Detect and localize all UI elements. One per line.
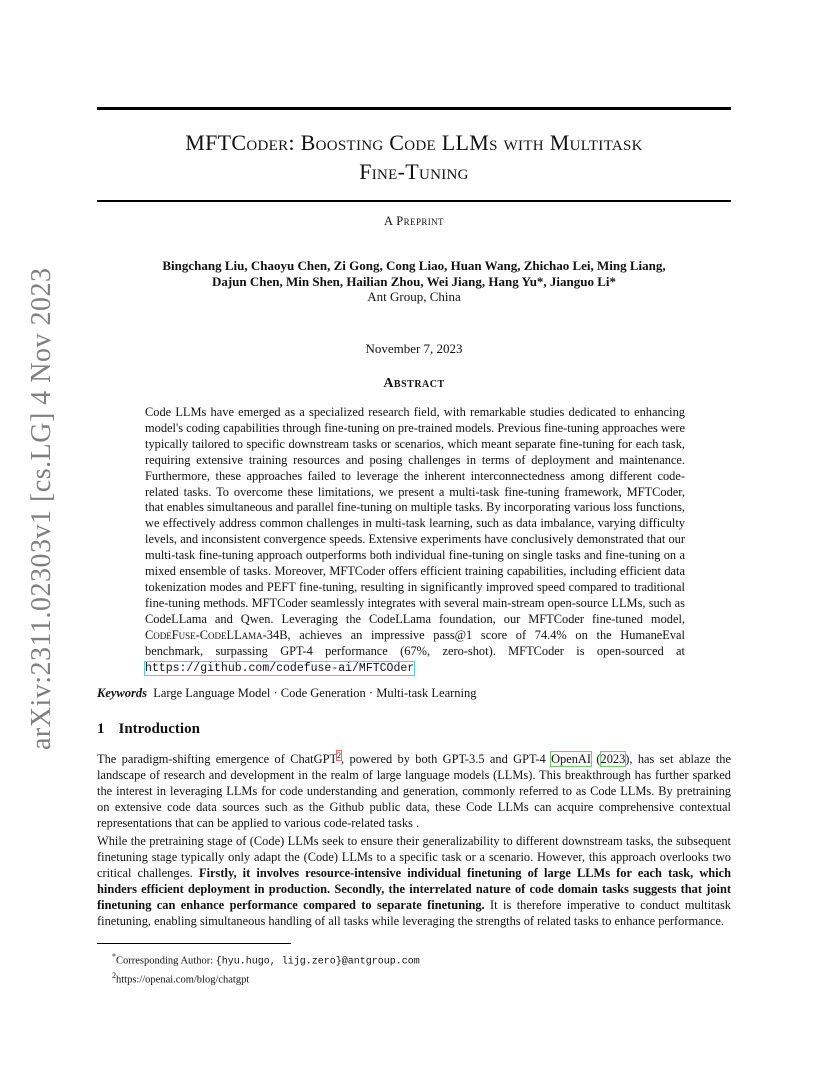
- section-title: Introduction: [118, 721, 200, 737]
- footnote-2-url[interactable]: https://openai.com/blog/chatgpt: [116, 974, 250, 985]
- abstract-heading: Abstract: [383, 376, 445, 391]
- section-number: 1: [97, 721, 105, 737]
- affiliation: Ant Group, China: [367, 289, 461, 304]
- author-line-2: Dajun Chen, Min Shen, Hailian Zhou, Wei Jiang, Hang Yu*, Jianguo Li*: [211, 273, 617, 289]
- footnote-link[interactable]: 2: [337, 750, 342, 760]
- author-block: [97, 258, 731, 305]
- author-line-1: Bingchang Liu, Chaoyu Chen, Zi Gong, Cong Liao, Huan Wang, Zhichao Lei, Ming Liang,: [162, 258, 666, 273]
- intro-paragraph-2: [97, 834, 731, 929]
- footnotes: [112, 950, 420, 986]
- p2-text-c: It is therefore imperative to conduct multitask finetuning, enabling simultaneous handling of all tasks while leveraging the strengths of related tasks to enhance performance.: [97, 897, 731, 928]
- keywords-label: Keywords: [97, 686, 147, 700]
- footnote-1-label: Corresponding Author:: [116, 955, 216, 967]
- paper-title: [97, 128, 731, 186]
- p2-text-a: While the pretraining stage of (Code) LLMs seek to ensure their generalizability to different downstream tasks, the subsequent finetuning stage typically only adapt the (Code) LLMs to a specific task or a scenario. However, this approach overlooks two critical challenges.: [97, 834, 731, 880]
- abstract-text-2: , achieves an impressive pass@1 score of 74.4% on the HumaneEval benchmark, surpassing GPT-4 performance (67%, zero-shot). MFTCoder is open-sourced at: [145, 627, 685, 658]
- footnote-1-emails: {hyu.hugo, lijg.zero}@antgroup.com: [215, 956, 420, 968]
- p1-text-a: The paradigm-shifting emergence of ChatGPT: [97, 752, 338, 766]
- citation-link-author[interactable]: OpenAI: [551, 752, 592, 766]
- intro-paragraph-1: The paradigm-shifting emergence of ChatGPT$^2$, powered by both GPT-3.5 and GPT-4 OpenAI (2023), has set ablaze the landscape of research and development in the realm of large language models (LLMs). This breakthrough has further sparked the interest in leveraging LLMs for code understanding and generation, commonly referred to as Code LLMs. By pretraining on extensive code data sources such as the Github public data, these Code LLMs can acquire comprehensive contextual representations that can be applied to various code-related tasks .: [97, 750, 731, 830]
- title-line-1: MFTCoder: Boosting Code LLMs with Multitask: [185, 130, 643, 155]
- preprint-label: A Preprint: [384, 214, 444, 228]
- paper-date: November 7, 2023: [365, 341, 463, 356]
- title-bottom-rule: [97, 200, 731, 202]
- github-link[interactable]: https://github.com/codefuse-ai/MFTCOder: [145, 661, 415, 675]
- footnote-1: [112, 950, 420, 969]
- keywords-text: Large Language Model · Code Generation · Multi-task Learning: [153, 686, 477, 700]
- p1-text-b: , powered by both GPT-3.5 and GPT-4: [341, 752, 552, 766]
- section-heading: [97, 721, 200, 738]
- footnote-2: [112, 969, 420, 987]
- p2-bold-text: Firstly, it involves resource-intensive individual finetuning of large LLMs for each task, which hinders efficient deployment in production. Secondly, the interrelated nature of code domain tasks suggests that joint finetuning can enhance performance compared to separate finetuning.: [97, 865, 732, 912]
- keywords: [97, 686, 477, 701]
- abstract-text-1: Code LLMs have emerged as a specialized research field, with remarkable studies dedicated to enhancing model's coding capabilities through fine-tuning on pre-trained models. Previous fine-tuning approaches were typically tailored to specific downstream tasks or scenarios, which meant separate fine-tuning for each task, requiring extensive training resources and posing challenges in terms of deployment and maintenance. Furthermore, these approaches failed to leverage the inherent interconnectedness among different code-related tasks. To overcome these limitations, we present a multi-task fine-tuning framework, MFTCoder, that enables simultaneous and parallel fine-tuning on multiple tasks. By incorporating various loss functions, we effectively address common challenges in multi-task learning, such as data imbalance, varying difficulty levels, and inconsistent convergence speeds. Extensive experiments have conclusively demonstrated that our multi-task fine-tuning approach outperforms both individual fine-tuning on single tasks and fine-tuning on a mixed ensemble of tasks. Moreover, MFTCoder offers efficient training capabilities, including efficient data tokenization modes and PEFT fine-tuning, resulting in significantly improved speed compared to traditional fine-tuning methods. MFTCoder seamlessly integrates with several main-stream open-source LLMs, such as CodeLLama and Qwen. Leveraging the CodeLLama foundation, our MFTCoder fine-tuned model,: [145, 405, 685, 626]
- arxiv-sidebar-id: arXiv:2311.02303v1 [cs.LG] 4 Nov 2023: [26, 267, 57, 750]
- footnote-2-mark: 2: [112, 970, 116, 980]
- title-top-rule: [97, 107, 731, 110]
- footnote-rule: [97, 943, 291, 944]
- footnote-1-mark: *: [112, 952, 116, 961]
- abstract-body: [145, 405, 685, 676]
- p1-text-c: ), has set ablaze the landscape of research and development in the realm of large language models (LLMs). This breakthrough has further sparked the interest in leveraging LLMs for code understanding and generation, commonly referred to as Code LLMs. By pretraining on extensive code data sources such as the Github public data, these Code LLMs can acquire comprehensive contextual representations that can be applied to various code-related tasks .: [97, 752, 731, 830]
- citation-link-year[interactable]: 2023: [600, 752, 626, 766]
- model-name: CodeFuse-CodeLLama-34B: [145, 627, 288, 642]
- title-line-2: Fine-Tuning: [359, 159, 469, 184]
